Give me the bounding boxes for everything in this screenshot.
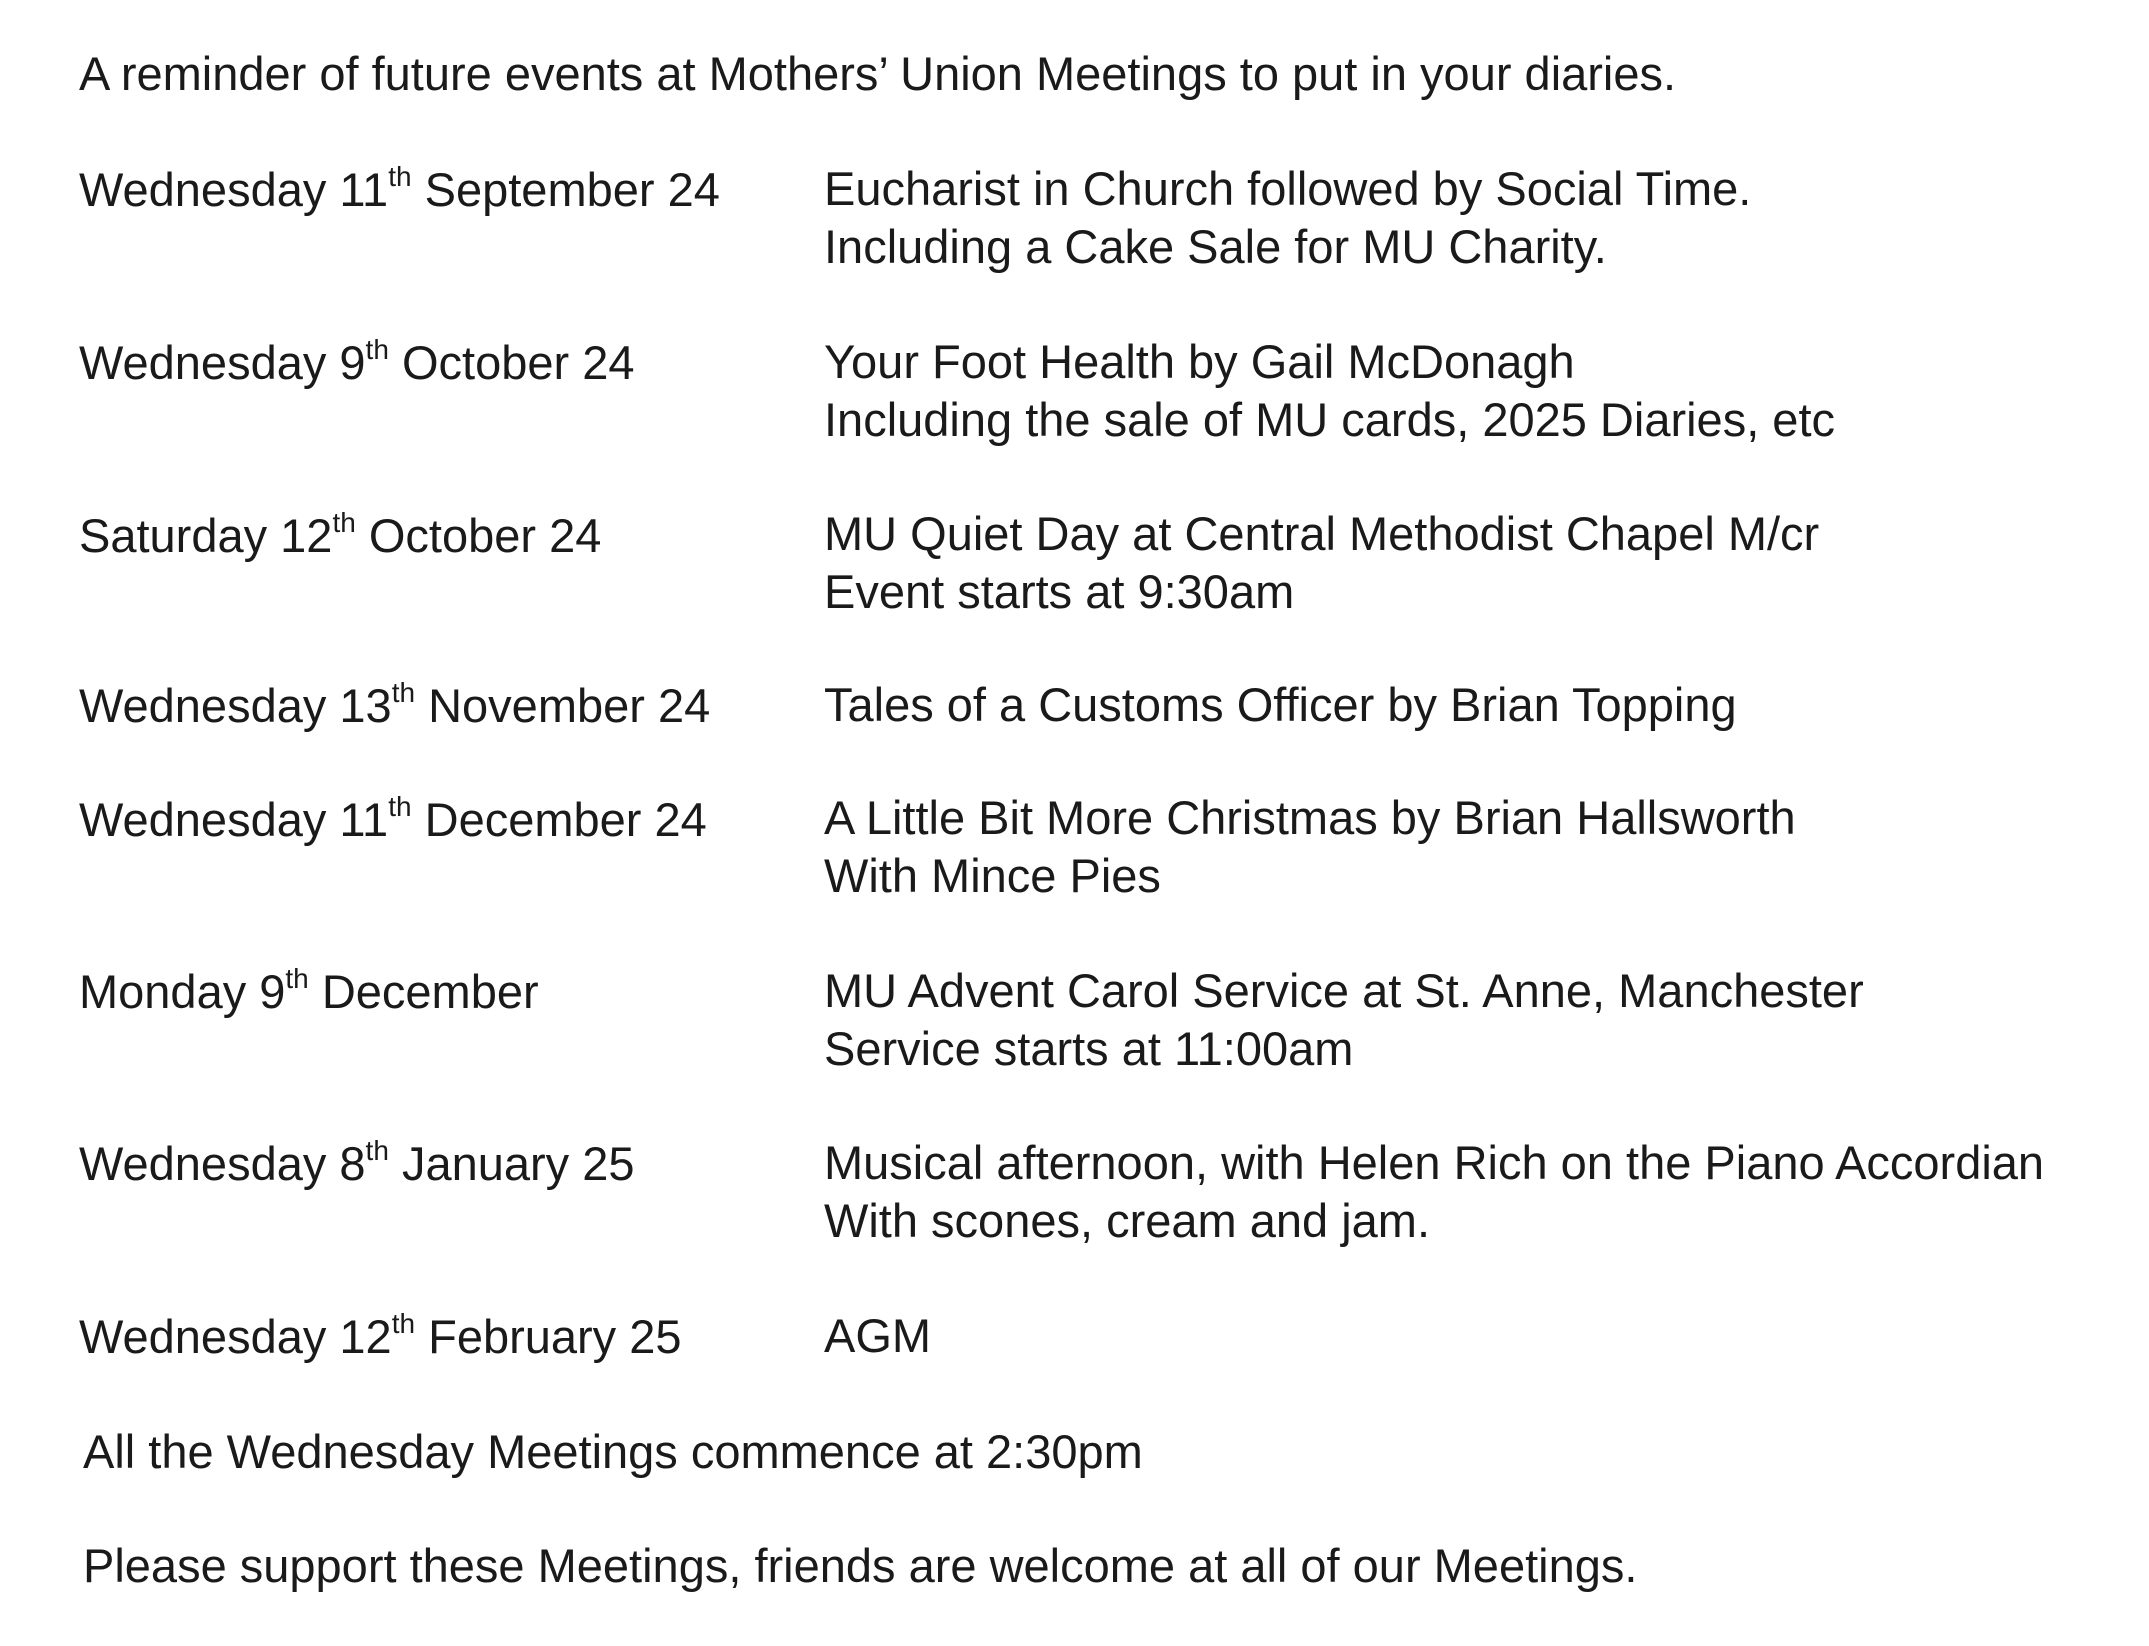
event-date	[79, 678, 710, 734]
event-description-line: Musical afternoon, with Helen Rich on the Piano Accordian	[824, 1136, 2045, 1189]
event-description-line: With scones, cream and jam.	[824, 1194, 1430, 1247]
event-description-line: Tales of a Customs Officer by Brian Topping	[824, 678, 1737, 731]
event-date-rest: November 24	[415, 679, 711, 732]
event-description-line: Your Foot Health by Gail McDonagh	[824, 335, 1575, 388]
event-description	[824, 789, 1796, 905]
event-date-suffix: th	[365, 334, 389, 366]
event-description-line: A Little Bit More Christmas by Brian Hallsworth	[824, 791, 1796, 844]
event-description	[824, 505, 1819, 621]
event-date-rest: January 25	[388, 1137, 635, 1190]
event-date	[79, 964, 539, 1020]
event-date-rest: October 24	[355, 509, 602, 562]
event-date-suffix: th	[365, 1135, 389, 1167]
event-description	[824, 962, 1864, 1078]
event-description-line: Including a Cake Sale for MU Charity.	[824, 220, 1607, 273]
event-description-line: MU Advent Carol Service at St. Anne, Manchester	[824, 964, 1864, 1017]
event-description	[824, 676, 1737, 734]
support-note: Please support these Meetings, friends are welcome at all of our Meetings.	[83, 1539, 1638, 1592]
event-date-suffix: th	[332, 507, 356, 539]
event-date-suffix: th	[285, 963, 309, 995]
event-description-line: Event starts at 9:30am	[824, 565, 1295, 618]
event-date	[79, 508, 601, 564]
event-date-suffix: th	[388, 161, 412, 193]
event-date-day: Saturday 12	[79, 509, 333, 562]
event-date-suffix: th	[391, 677, 416, 709]
event-date-rest: February 25	[415, 1310, 682, 1363]
event-description-line: With Mince Pies	[824, 849, 1161, 902]
event-date	[79, 335, 635, 391]
event-date-day: Wednesday 11	[79, 793, 389, 846]
event-description-line: Service starts at 11:00am	[824, 1022, 1354, 1075]
event-date-rest: October 24	[388, 336, 635, 389]
event-date-day: Monday 9	[79, 965, 286, 1018]
event-date-rest: December 24	[411, 793, 707, 846]
event-description	[824, 160, 1751, 276]
intro-text: A reminder of future events at Mothers’ Union Meetings to put in your diaries.	[79, 47, 1677, 100]
meeting-time-note: All the Wednesday Meetings commence at 2:30pm	[83, 1425, 1143, 1478]
event-date-day: Wednesday 8	[79, 1137, 366, 1190]
event-date-day: Wednesday 12	[79, 1310, 392, 1363]
event-description	[824, 333, 1835, 449]
event-date	[79, 792, 707, 848]
event-description	[824, 1307, 931, 1365]
event-date	[79, 162, 720, 218]
event-description-line: AGM	[824, 1309, 932, 1362]
event-date	[79, 1309, 682, 1365]
event-description-line: Including the sale of MU cards, 2025 Diaries, etc	[824, 393, 1836, 446]
event-date-suffix: th	[391, 1308, 416, 1340]
event-date	[79, 1136, 635, 1192]
event-description	[824, 1134, 2044, 1250]
event-description-line: MU Quiet Day at Central Methodist Chapel M/cr	[824, 507, 1820, 560]
event-description-line: Eucharist in Church followed by Social Time.	[824, 162, 1752, 215]
event-date-day: Wednesday 9	[79, 336, 366, 389]
event-date-rest: December	[308, 965, 539, 1018]
event-date-rest: September 24	[411, 163, 720, 216]
event-date-day: Wednesday 11	[79, 163, 389, 216]
event-date-day: Wednesday 13	[79, 679, 392, 732]
event-date-suffix: th	[388, 791, 412, 823]
